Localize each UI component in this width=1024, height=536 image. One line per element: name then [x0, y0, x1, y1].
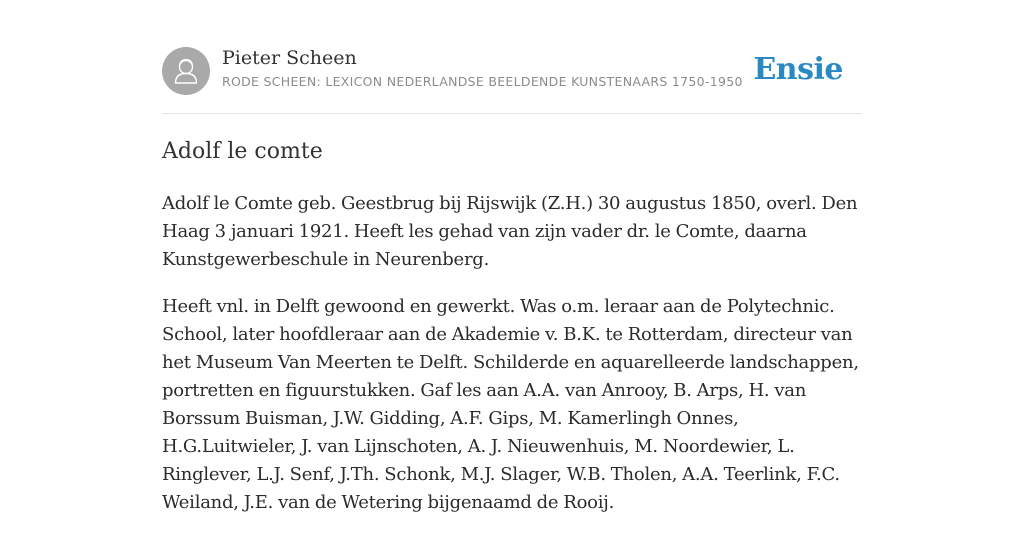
article-paragraph: Heeft vnl. in Delft gewoond en gewerkt. Was o.m. leraar aan de Polytechnic. School, later hoofdleraar aan de Akademie v. B.K. te Rotterdam, directeur van het Museum Van Meerten te Delft. Schilderde en aquarelleerde landschappen, portretten en figuurstukken. Gaf les aan A.A. van Anrooy, B. Arps, H. van Borssum Buisman, J.W. Gidding, A.F. Gips, M. Kamerlingh Onnes, H.G.Luitwieler, J. van Lijnschoten, A. J. Nieuwenhuis, M. Noordewier, L. Ringlever, L.J. Senf, J.Th. Schonk, M.J. Slager, W.B. Tholen, A.A. Teerlink, F.C. Weiland, J.E. van de Wetering bijgenaamd de Rooij. [162, 296, 859, 513]
article-title: Adolf le comte [162, 139, 323, 164]
article-body [162, 190, 862, 536]
header-divider [162, 113, 862, 114]
author-avatar[interactable] [162, 47, 210, 95]
article-paragraph: Adolf le Comte geb. Geestbrug bij Rijswijk (Z.H.) 30 augustus 1850, overl. Den Haag 3 januari 1921. Heeft les gehad van zijn vader dr. le Comte, daarna Kunstgewerbeschule in Neurenberg. [162, 193, 858, 270]
source-name[interactable]: RODE SCHEEN: LEXICON NEDERLANDSE BEELDENDE KUNSTENAARS 1750-1950 [222, 74, 743, 89]
user-icon [162, 47, 210, 95]
brand-logo-link[interactable]: Ensie [753, 52, 843, 87]
page-header [162, 46, 862, 96]
page [162, 0, 862, 512]
author-name[interactable]: Pieter Scheen [222, 47, 357, 69]
